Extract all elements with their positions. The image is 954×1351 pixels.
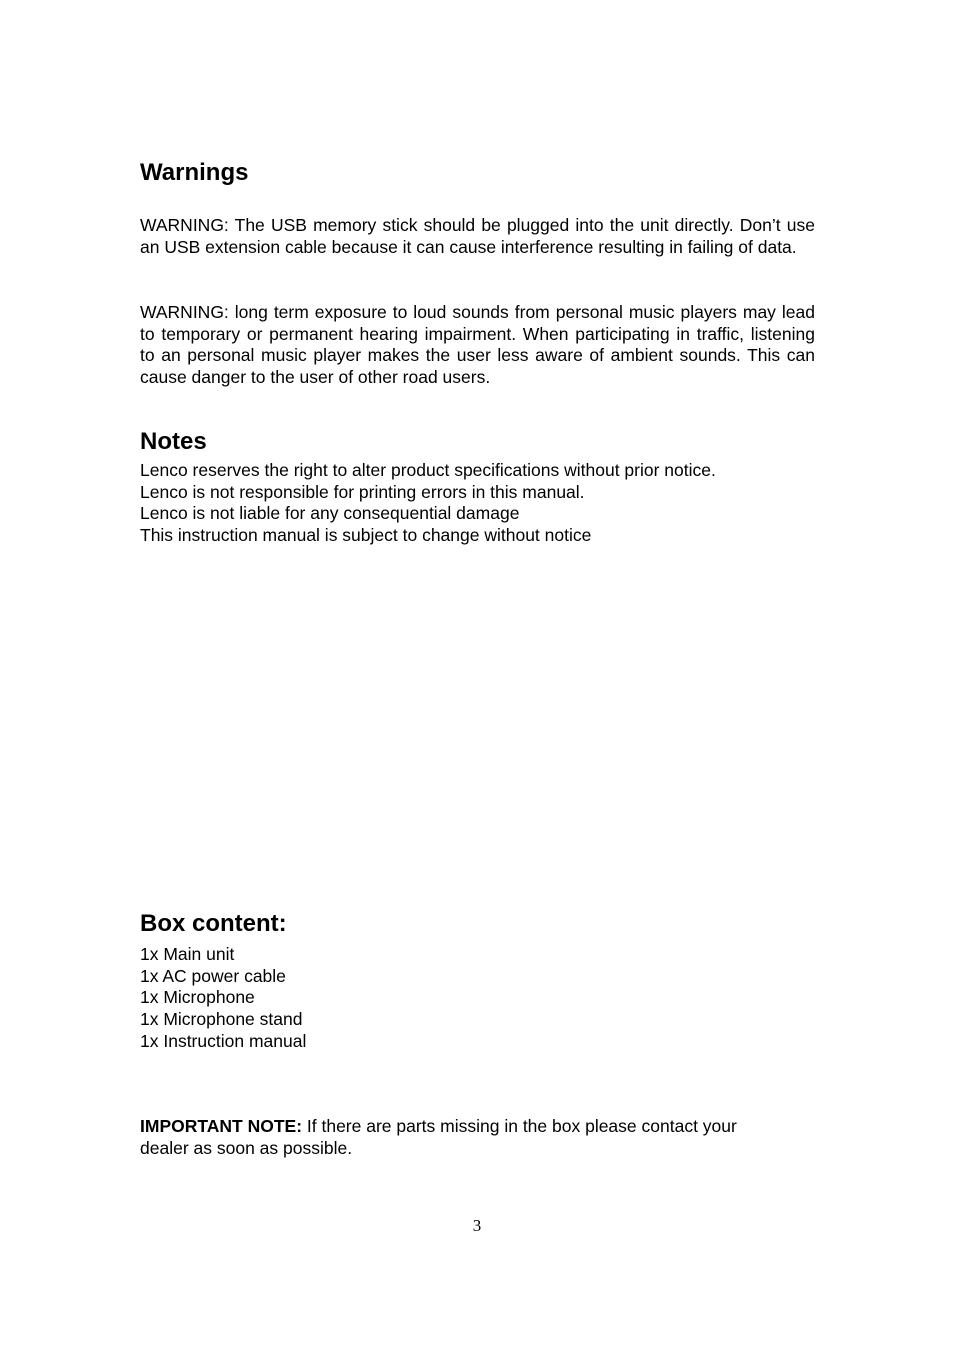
- important-note-paragraph: [140, 1116, 790, 1159]
- notes-line: This instruction manual is subject to change without notice: [140, 525, 592, 546]
- box-content-item: 1x Microphone: [140, 987, 255, 1008]
- notes-section: [140, 428, 815, 547]
- box-content-item: 1x Instruction manual: [140, 1030, 307, 1051]
- box-content-list: [140, 944, 815, 1053]
- notes-list: [140, 460, 815, 547]
- box-content-item: 1x AC power cable: [140, 965, 286, 986]
- notes-line: Lenco is not responsible for printing errors in this manual.: [140, 481, 585, 502]
- notes-line: Lenco is not liable for any consequential damage: [140, 503, 520, 524]
- notes-heading: Notes: [140, 428, 207, 455]
- box-content-item: 1x Main unit: [140, 944, 235, 964]
- notes-line: Lenco reserves the right to alter product specifications without prior notice.: [140, 460, 716, 480]
- warning-usb-text: WARNING: The USB memory stick should be plugged into the unit directly. Don’t use an USB extension cable because it can cause interference resulting in failing of data.: [140, 215, 815, 257]
- important-note-label: IMPORTANT NOTE:: [140, 1116, 303, 1136]
- important-note: [140, 1116, 790, 1159]
- warning-usb: [140, 215, 815, 258]
- warning-hearing-text: WARNING: long term exposure to loud sounds from personal music players may lead to temporary or permanent hearing impairment. When participating in traffic, listening to an personal music player makes the user less aware of ambient sounds. This can cause danger to the user of other road users.: [140, 302, 815, 388]
- important-note-text: If there are parts missing in the box please contact your dealer as soon as possible.: [140, 1116, 737, 1158]
- warnings-section: [140, 159, 815, 187]
- box-content-section: [140, 910, 815, 1053]
- warnings-heading: Warnings: [140, 159, 249, 186]
- warning-hearing: [140, 302, 815, 389]
- box-content-item: 1x Microphone stand: [140, 1009, 303, 1030]
- page-number: 3: [472, 1216, 482, 1235]
- box-content-heading: Box content:: [140, 910, 287, 937]
